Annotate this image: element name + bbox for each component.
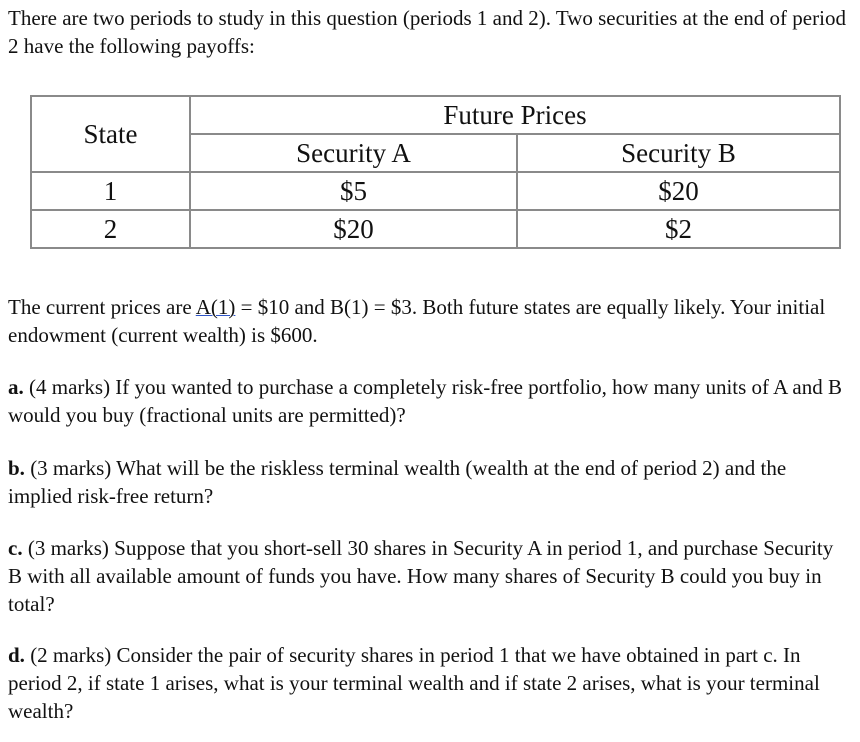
security-a-payoff: $20	[190, 210, 517, 248]
future-prices-header: Future Prices	[190, 96, 840, 134]
payoff-table	[30, 95, 841, 249]
question-text: (4 marks) If you wanted to purchase a completely risk-free portfolio, how many units of A and B would you buy (fractional units are permitted)?	[8, 375, 842, 427]
security-b-header: Security B	[517, 134, 840, 172]
prices-lead: The current prices are	[8, 295, 196, 319]
question-label: d.	[8, 643, 25, 667]
question-b	[8, 454, 848, 510]
question-label: b.	[8, 456, 25, 480]
question-label: a.	[8, 375, 24, 399]
security-a-payoff: $5	[190, 172, 517, 210]
question-label: c.	[8, 536, 23, 560]
table-header-row	[31, 96, 840, 134]
state-cell: 2	[31, 210, 190, 248]
question-c	[8, 534, 848, 618]
security-b-payoff: $2	[517, 210, 840, 248]
security-b-payoff: $20	[517, 172, 840, 210]
question-text: (3 marks) What will be the riskless terminal wealth (wealth at the end of period 2) and the implied risk-free return?	[8, 456, 787, 508]
current-prices-paragraph	[8, 293, 848, 349]
prices-rest: = $10 and B(1) = $3. Both future states are equally likely. Your initial endowment (current wealth) is $600.	[8, 295, 826, 347]
question-text: (3 marks) Suppose that you short-sell 30 shares in Security A in period 1, and purchase Security B with all available amount of funds you have. How many shares of Security B could you buy in total?	[8, 536, 834, 616]
question-a	[8, 373, 848, 429]
state-cell: 1	[31, 172, 190, 210]
question-text: (2 marks) Consider the pair of security shares in period 1 that we have obtained in part c. In period 2, if state 1 arises, what is your terminal wealth and if state 2 arises, what is your terminal wealth?	[8, 643, 820, 723]
table-row	[31, 210, 840, 248]
table-row	[31, 172, 840, 210]
intro-paragraph: There are two periods to study in this question (periods 1 and 2). Two securities at the end of period 2 have the following payoffs:	[8, 6, 846, 58]
a-price-link: A(1)	[195, 295, 236, 319]
state-header: State	[31, 96, 190, 172]
security-a-header: Security A	[190, 134, 517, 172]
question-d	[8, 641, 848, 725]
